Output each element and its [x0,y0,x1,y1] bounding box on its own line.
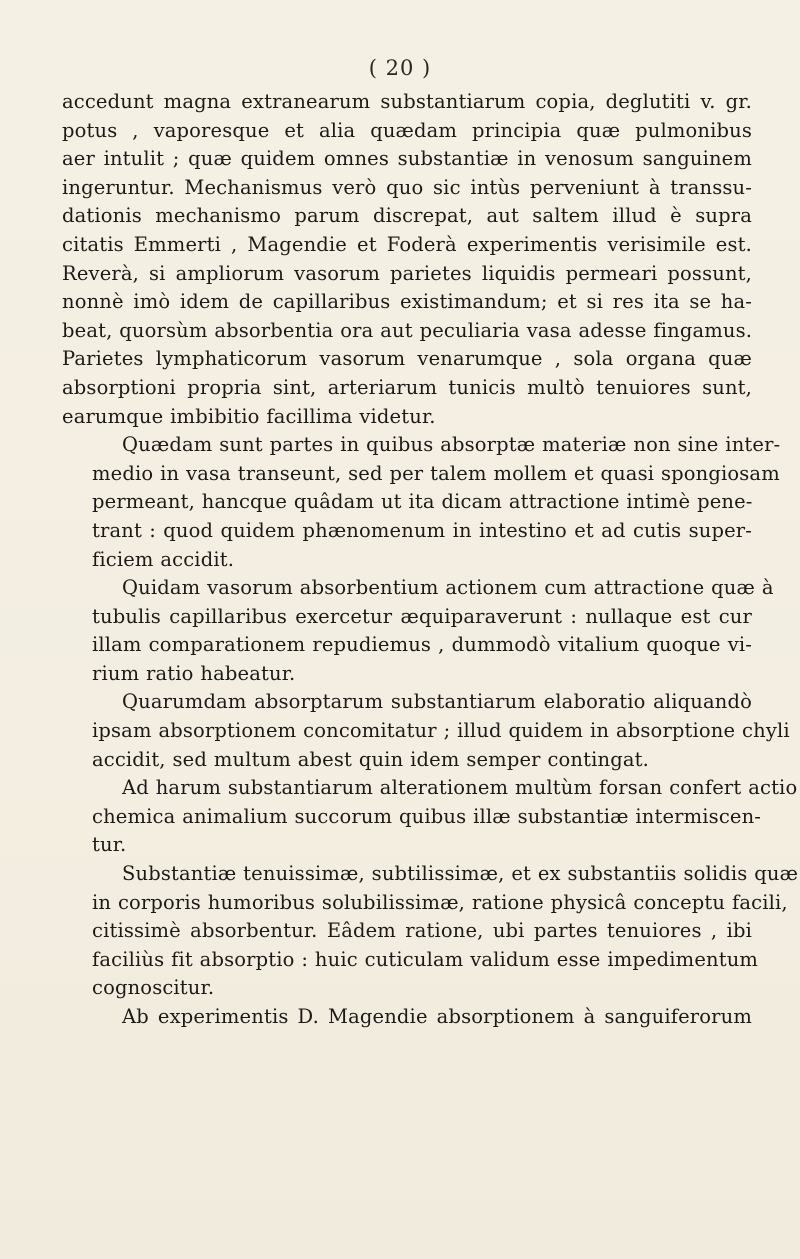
text-line: faciliùs fit absorptio : huic cuticulam validum esse impedimentum [92,947,759,971]
text-line: ipsam absorptionem concomitatur ; illud quidem in absorptione chyli [92,719,790,743]
text-line: Quidam vasorum absorbentium actionem cum attractione quæ à [122,576,774,600]
text-line: citatis Emmerti , Magendie et Foderà experimentis verisimile est. [62,232,752,256]
paragraph [62,574,774,688]
text-line: tubulis capillaribus exercetur æquiparaverunt : nullaque est cur [92,604,752,628]
text-line: rium ratio habeatur. [92,661,296,685]
text-line: Substantiæ tenuissimæ, subtilissimæ, et ex substantiis solidis quæ [122,862,799,886]
text-line: Reverà, si ampliorum vasorum parietes liquidis permeari possunt, [62,261,752,285]
text-line: absorptioni propria sint, arteriarum tunicis multò tenuiores sunt, [62,375,752,399]
page-number: ( 20 ) [368,56,432,80]
text-line: in corporis humoribus solubilissimæ, ratione physicâ conceptu facili, [92,890,788,914]
paragraph [62,88,752,431]
paragraph [62,431,781,574]
text-line: cognoscitur. [92,976,215,1000]
text-line: ingeruntur. Mechanismus verò quo sic intùs perveniunt à transsu- [62,175,752,199]
text-line: trant : quod quidem phænomenum in intestino et ad cutis super- [92,518,752,542]
text-line: citissimè absorbentur. Eâdem ratione, ubi partes tenuiores , ibi [92,919,752,943]
paragraph [62,774,798,860]
text-line: chemica animalium succorum quibus illæ substantiæ intermiscen- [92,804,762,828]
paragraph [62,688,790,774]
text-line: Quædam sunt partes in quibus absorptæ materiæ non sine inter- [122,433,781,457]
text-line: ficiem accidit. [92,547,235,571]
text-line: Parietes lymphaticorum vasorum venarumque , sola organa quæ [62,347,752,371]
text-line: potus , vaporesque et alia quædam principia quæ pulmonibus [62,118,752,142]
text-line: medio in vasa transeunt, sed per talem mollem et quasi spongiosam [92,461,780,485]
text-line: Ad harum substantiarum alterationem multùm forsan confert actio [122,776,798,800]
text-line: Quarumdam absorptarum substantiarum elaboratio aliquandò [122,690,752,714]
text-line: Ab experimentis D. Magendie absorptionem à sanguiferorum [122,1005,752,1028]
text-line: nonnè imò idem de capillaribus existimandum; et si res ita se ha- [62,290,752,314]
text-line: earumque imbibitio facillima videtur. [62,404,436,428]
text-line: tur. [92,833,127,857]
text-line: aer intulit ; quæ quidem omnes substantiæ in venosum sanguinem [62,147,752,171]
paragraph [62,860,799,1003]
text-line: permeant, hancque quâdam ut ita dicam attractione intimè pene- [92,490,753,514]
text-line: accedunt magna extranearum substantiarum copia, deglutiti v. gr. [62,90,752,113]
paragraph [62,1003,752,1032]
text-line: illam comparationem repudiemus , dummodò vitalium quoque vi- [92,633,752,657]
text-line: accidit, sed multum abest quin idem semper contingat. [92,747,649,771]
text-line: beat, quorsùm absorbentia ora aut peculiaria vasa adesse fingamus. [62,318,753,342]
body-text [62,88,799,1032]
text-line: dationis mechanismo parum discrepat, aut saltem illud è supra [62,204,752,228]
